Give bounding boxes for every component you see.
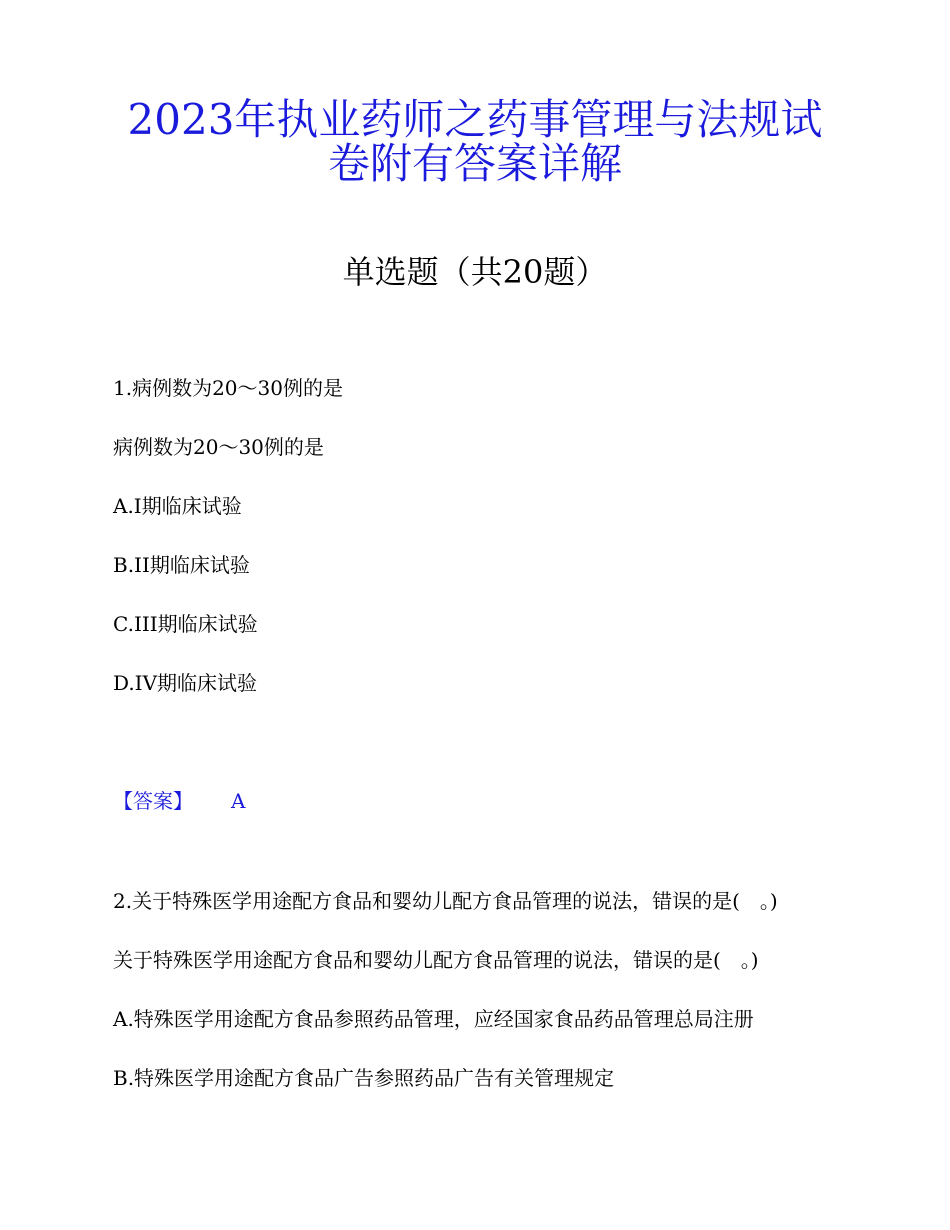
question-1-option-d: D.IV期临床试验 (113, 671, 258, 695)
question-1-option-a: A.I期临床试验 (113, 494, 242, 518)
question-1-stem: 1.病例数为20～30例的是 (113, 376, 343, 400)
question-2-option-b: B.特殊医学用途配方食品广告参照药品广告有关管理规定 (113, 1066, 615, 1090)
answer-label: 【答案】 (113, 789, 193, 813)
question-1-repeat: 病例数为20～30例的是 (113, 435, 324, 459)
question-2-stem: 2.关于特殊医学用途配方食品和婴幼儿配方食品管理的说法，错误的是( 。) (113, 889, 778, 913)
question-2-repeat: 关于特殊医学用途配方食品和婴幼儿配方食品管理的说法，错误的是( 。) (113, 948, 759, 972)
question-1-option-c: C.III期临床试验 (113, 612, 258, 636)
question-1-answer (113, 786, 245, 816)
document-title-line-2: 卷附有答案详解 (327, 139, 622, 188)
document-title-line-1: 2023年执业药师之药事管理与法规试 (127, 95, 823, 144)
question-1-option-b: B.II期临床试验 (113, 553, 250, 577)
answer-value: A (231, 789, 246, 813)
section-heading: 单选题（共20题） (342, 253, 608, 291)
question-2-option-a: A.特殊医学用途配方食品参照药品管理，应经国家食品药品管理总局注册 (113, 1007, 754, 1031)
